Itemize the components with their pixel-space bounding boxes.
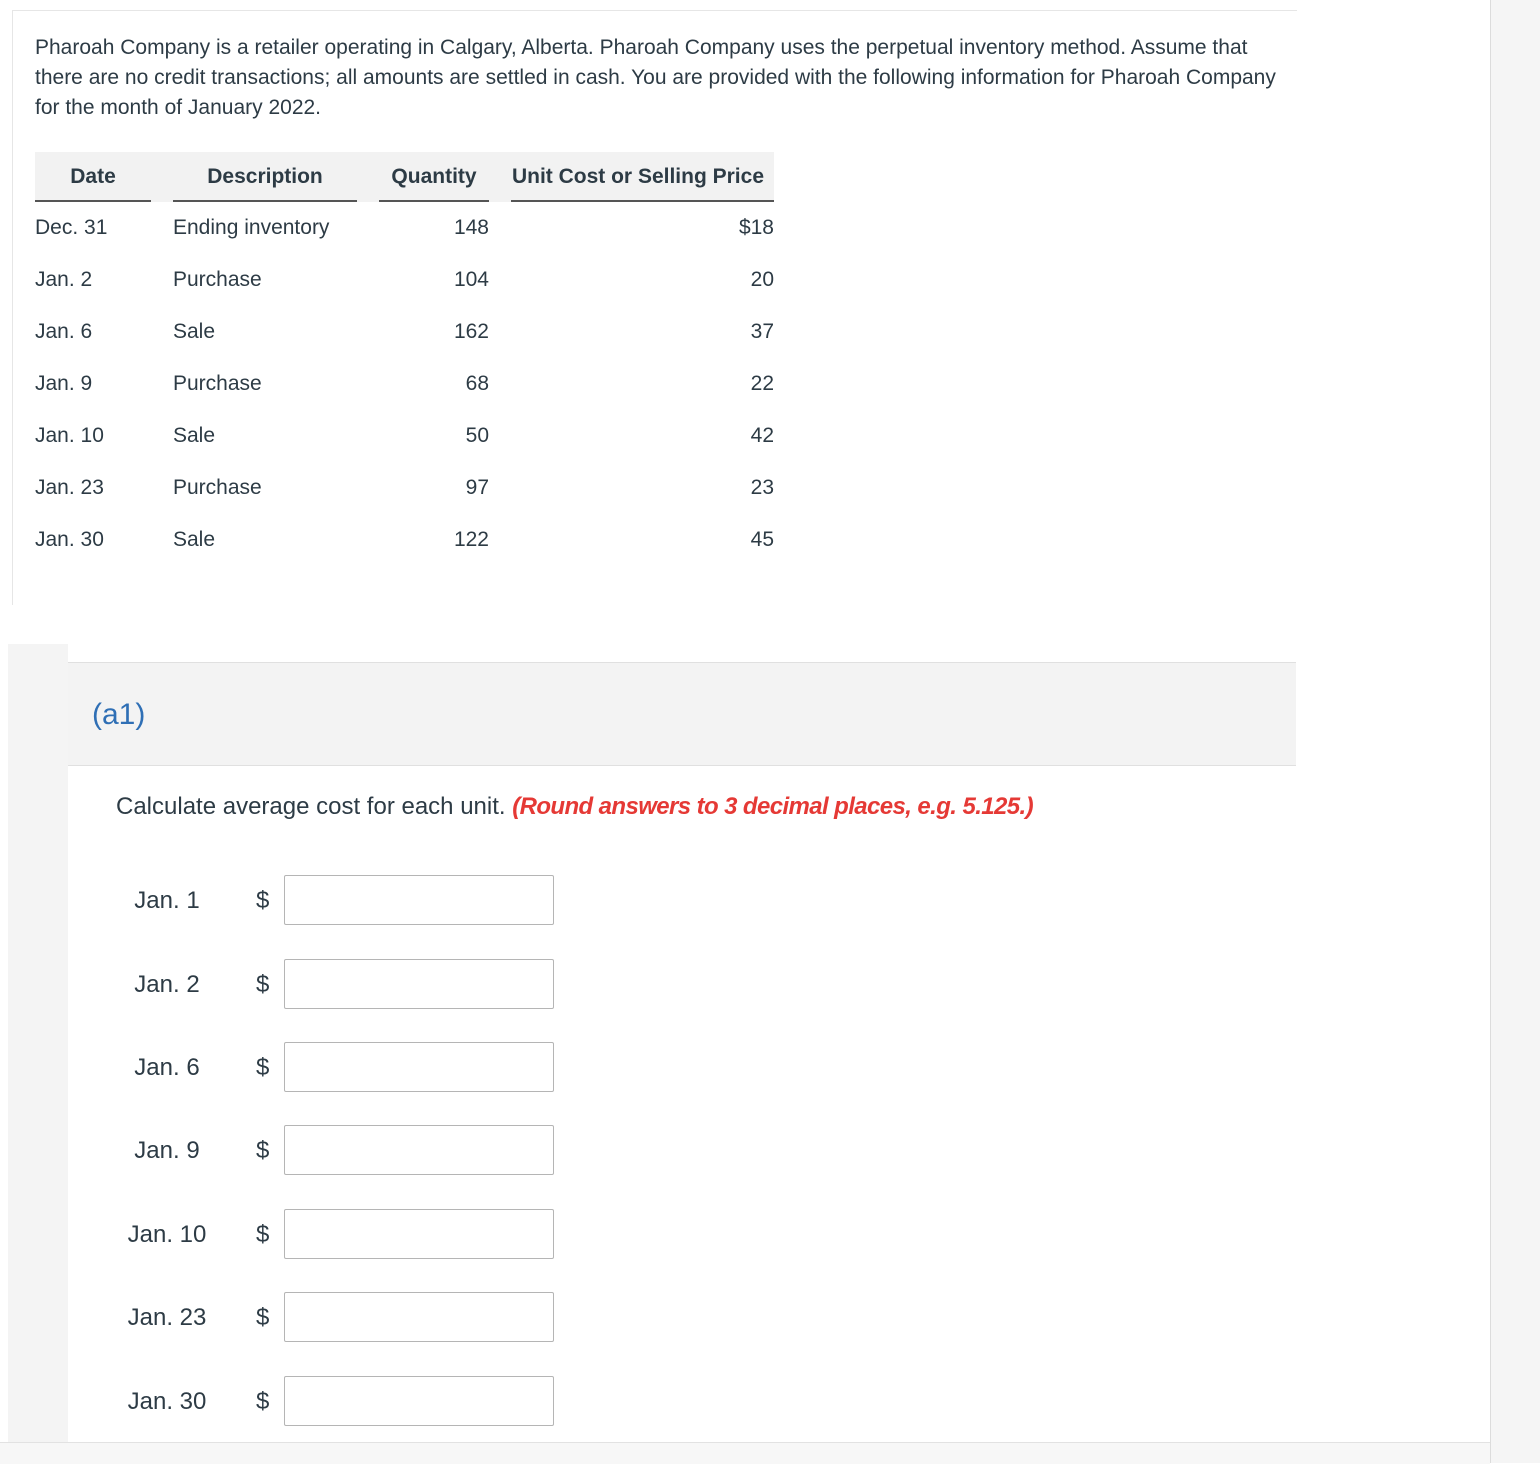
dollar-sign: $ xyxy=(256,1137,270,1164)
part-header xyxy=(68,662,1296,766)
question-side-panel xyxy=(8,644,68,1442)
header-unit-cost-or-selling-price: Unit Cost or Selling Price xyxy=(511,152,774,202)
table-row xyxy=(35,462,774,514)
table-header-row xyxy=(35,152,774,202)
average-cost-input-jan-6[interactable] xyxy=(284,1042,554,1092)
dollar-sign: $ xyxy=(256,1054,270,1081)
cell-date: Jan. 2 xyxy=(35,268,93,291)
cell-date: Jan. 6 xyxy=(35,320,93,343)
cell-date: Jan. 23 xyxy=(35,476,104,499)
cell-price: 23 xyxy=(750,476,774,499)
dollar-sign: $ xyxy=(256,1304,270,1331)
cell-description: Ending inventory xyxy=(173,216,330,239)
scrollbar-track[interactable] xyxy=(1490,0,1540,1463)
answer-label: Jan. 6 xyxy=(134,1054,200,1081)
cell-date: Jan. 9 xyxy=(35,372,93,395)
table-row xyxy=(35,306,774,358)
average-cost-input-jan-30[interactable] xyxy=(284,1376,554,1426)
cell-description: Purchase xyxy=(173,268,262,291)
table-row xyxy=(35,202,774,254)
rounding-note: (Round answers to 3 decimal places, e.g. 5.125.) xyxy=(512,793,1033,820)
cell-price: 42 xyxy=(750,424,774,447)
cell-quantity: 122 xyxy=(453,528,489,551)
dollar-sign: $ xyxy=(256,887,270,914)
cell-date: Dec. 31 xyxy=(35,216,108,239)
dollar-sign: $ xyxy=(256,1221,270,1248)
answer-label: Jan. 9 xyxy=(134,1137,200,1164)
cell-description: Purchase xyxy=(173,476,262,499)
answer-row-jan-6 xyxy=(116,1042,566,1094)
cell-quantity: 50 xyxy=(465,424,489,447)
answer-label: Jan. 1 xyxy=(134,887,200,914)
instruction-text xyxy=(116,790,1033,824)
answer-row-jan-1 xyxy=(116,875,566,927)
header-description: Description xyxy=(173,152,357,202)
average-cost-input-jan-9[interactable] xyxy=(284,1125,554,1175)
part-label: (a1) xyxy=(92,698,146,731)
bottom-bar xyxy=(0,1442,1490,1464)
problem-card xyxy=(12,10,1297,605)
average-cost-input-jan-1[interactable] xyxy=(284,875,554,925)
table-row xyxy=(35,358,774,410)
cell-price: 20 xyxy=(750,268,774,291)
cell-quantity: 162 xyxy=(453,320,489,343)
dollar-sign: $ xyxy=(256,971,270,998)
cell-price: 45 xyxy=(750,528,774,551)
cell-quantity: 148 xyxy=(453,216,489,239)
header-quantity: Quantity xyxy=(379,152,489,202)
cell-date: Jan. 30 xyxy=(35,528,104,551)
answer-row-jan-2 xyxy=(116,959,566,1011)
cell-price: 37 xyxy=(750,320,774,343)
instruction-main: Calculate average cost for each unit. xyxy=(116,793,506,820)
cell-price: 22 xyxy=(750,372,774,395)
cell-description: Sale xyxy=(173,528,216,551)
problem-statement: Pharoah Company is a retailer operating in Calgary, Alberta. Pharoah Company uses the perpetual inventory method. Assume that there are no credit transactions; all amounts are settled in cash. You are provided with the following information for Pharoah Company for the month of January 2022. xyxy=(35,36,1276,119)
answer-label: Jan. 10 xyxy=(127,1221,207,1248)
average-cost-input-jan-23[interactable] xyxy=(284,1292,554,1342)
average-cost-input-jan-10[interactable] xyxy=(284,1209,554,1259)
answer-row-jan-23 xyxy=(116,1292,566,1344)
answer-label: Jan. 2 xyxy=(134,971,200,998)
answer-label: Jan. 23 xyxy=(127,1304,207,1331)
answer-row-jan-10 xyxy=(116,1209,566,1261)
dollar-sign: $ xyxy=(256,1388,270,1415)
answer-row-jan-30 xyxy=(116,1376,566,1428)
inventory-table xyxy=(35,152,774,566)
answer-label: Jan. 30 xyxy=(127,1388,207,1415)
cell-quantity: 104 xyxy=(453,268,489,291)
cell-quantity: 68 xyxy=(465,372,489,395)
cell-description: Sale xyxy=(173,424,216,447)
cell-price: $18 xyxy=(738,216,774,239)
cell-description: Sale xyxy=(173,320,216,343)
average-cost-input-jan-2[interactable] xyxy=(284,959,554,1009)
answer-row-jan-9 xyxy=(116,1125,566,1177)
table-row xyxy=(35,410,774,462)
cell-quantity: 97 xyxy=(465,476,489,499)
cell-date: Jan. 10 xyxy=(35,424,104,447)
header-date: Date xyxy=(35,152,151,202)
cell-description: Purchase xyxy=(173,372,262,395)
table-row xyxy=(35,514,774,566)
table-row xyxy=(35,254,774,306)
